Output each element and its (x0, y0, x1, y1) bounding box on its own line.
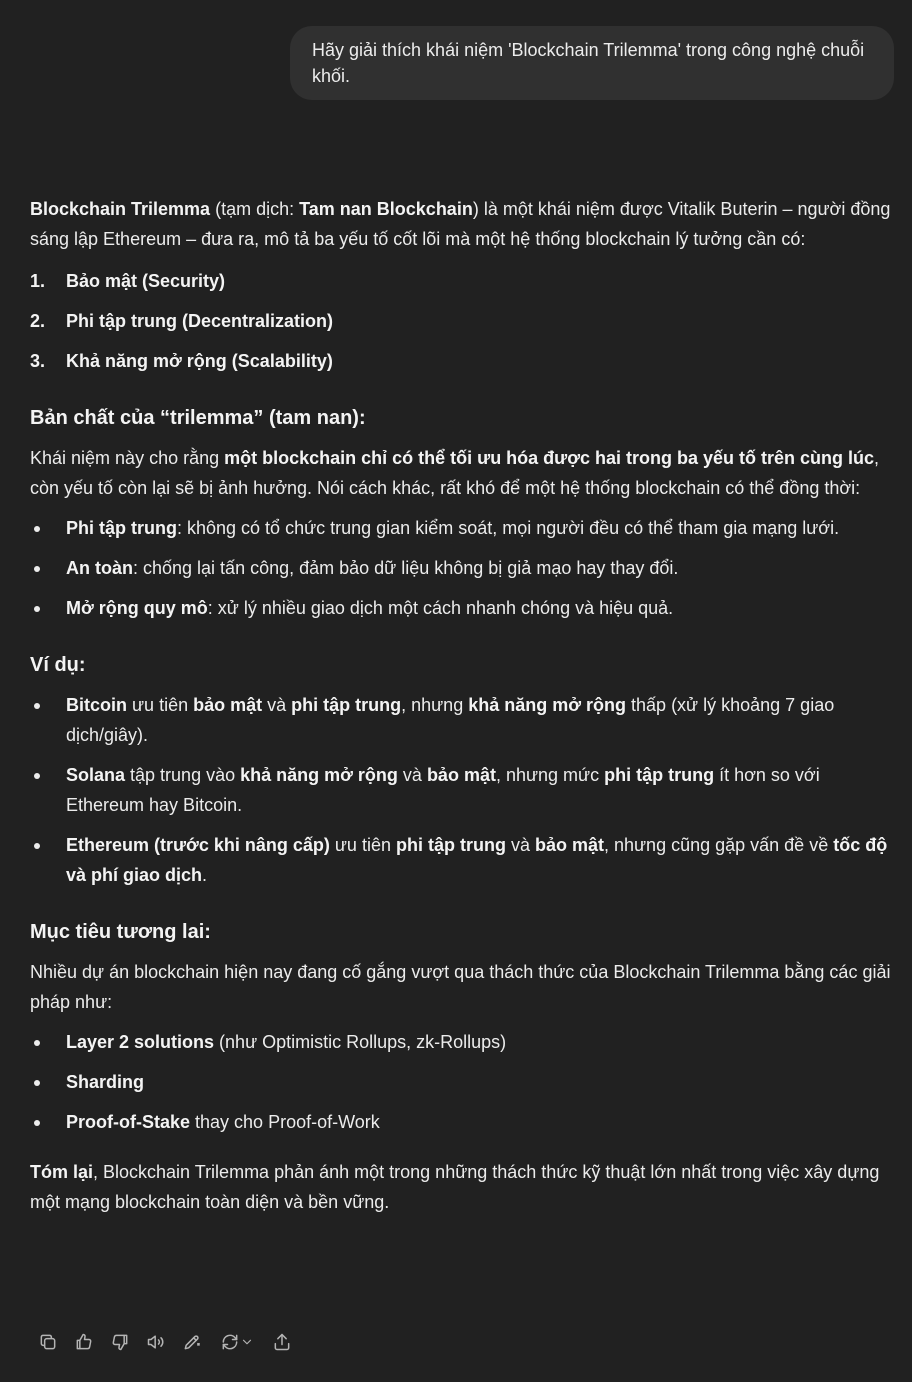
share-button[interactable] (264, 1328, 300, 1356)
list-item (30, 1027, 896, 1057)
list-bold: bảo mật (193, 695, 263, 715)
list-item (30, 760, 896, 820)
share-icon (272, 1332, 292, 1352)
bad-response-button[interactable] (102, 1328, 138, 1356)
read-aloud-icon (146, 1332, 166, 1352)
list-number: 2. (30, 311, 46, 331)
list-bold: phi tập trung (291, 695, 402, 715)
user-message-bubble (290, 26, 894, 100)
chevron-down-icon (240, 1335, 254, 1349)
list-number: 1. (30, 271, 46, 291)
list-item (30, 306, 896, 336)
factor-list (30, 266, 896, 376)
list-text: và (397, 765, 427, 785)
section-heading-examples: Ví dụ: (30, 654, 86, 676)
edit-canvas-button[interactable] (174, 1328, 210, 1356)
regenerate-button[interactable] (210, 1328, 264, 1356)
list-item (30, 1067, 896, 1097)
list-text: , nhưng cũng gặp vấn đề về (603, 835, 834, 855)
list-bold: Sharding (66, 1072, 145, 1092)
thumbs-down-icon (110, 1332, 130, 1352)
nature-bold: một blockchain chỉ có thể tối ưu hóa được hai trong ba yếu tố trên cùng lúc (224, 448, 875, 468)
intro-term: Blockchain Trilemma (30, 199, 211, 219)
list-bold: Bitcoin (66, 695, 127, 715)
list-bold: phi tập trung (395, 835, 506, 855)
list-text: ưu tiên (329, 835, 396, 855)
copy-icon (38, 1332, 58, 1352)
list-bold: phi tập trung (604, 765, 715, 785)
intro-translation: Tam nan Blockchain (299, 199, 473, 219)
list-bold: Solana (66, 765, 126, 785)
list-item (30, 593, 896, 623)
section-heading-nature: Bản chất của “trilemma” (tam nan): (30, 407, 366, 429)
list-text: tập trung vào (125, 765, 241, 785)
list-bold: bảo mật (534, 835, 604, 855)
list-text: . (202, 865, 208, 885)
intro-paragraph (30, 194, 896, 254)
future-paragraph: Nhiều dự án blockchain hiện nay đang cố gắng vượt qua thách thức của Blockchain Trilemma bằng các giải pháp như: (30, 962, 891, 1012)
list-bold: tốc độ và phí giao dịch (66, 835, 888, 885)
conclusion-text: , Blockchain Trilemma phản ánh một trong những thách thức kỹ thuật lớn nhất trong việc xây dựng một mạng blockchain toàn diện và bền vững. (30, 1162, 880, 1212)
examples-list (30, 690, 896, 890)
list-item (30, 346, 896, 376)
thumbs-up-icon (74, 1332, 94, 1352)
list-text: Bảo mật (Security) (66, 271, 226, 291)
list-text: , nhưng mức (495, 765, 605, 785)
user-message-text: Hãy giải thích khái niệm 'Blockchain Trilemma' trong công nghệ chuỗi khối. (312, 40, 865, 86)
good-response-button[interactable] (66, 1328, 102, 1356)
list-text: : không có tổ chức trung gian kiểm soát, mọi người đều có thể tham gia mạng lưới. (177, 518, 840, 538)
list-text: : xử lý nhiều giao dịch một cách nhanh chóng và hiệu quả. (207, 598, 674, 618)
nature-paragraph (30, 443, 896, 503)
response-actions-toolbar (30, 1328, 300, 1356)
list-item (30, 690, 896, 750)
read-aloud-button[interactable] (138, 1328, 174, 1356)
list-text: và (262, 695, 292, 715)
list-bold: Layer 2 solutions (66, 1032, 215, 1052)
list-text: thay cho Proof-of-Work (190, 1112, 380, 1132)
list-text: Phi tập trung (Decentralization) (66, 311, 334, 331)
list-bold: Mở rộng quy mô (66, 598, 208, 618)
list-text: ưu tiên (127, 695, 194, 715)
solutions-list (30, 1027, 896, 1137)
list-bold: khả năng mở rộng (240, 765, 398, 785)
list-item (30, 1107, 896, 1137)
list-text: : chống lại tấn công, đảm bảo dữ liệu không bị giả mạo hay thay đổi. (133, 558, 679, 578)
list-item (30, 266, 896, 296)
nature-text-2: , còn yếu tố còn lại sẽ bị ảnh hưởng. Nói cách khác, rất khó để một hệ thống blockchain có thể đồng thời: (30, 448, 880, 498)
list-text: (như Optimistic Rollups, zk-Rollups) (214, 1032, 507, 1052)
list-text: , nhưng (401, 695, 469, 715)
section-heading-future: Mục tiêu tương lai: (30, 921, 211, 943)
list-text: và (505, 835, 535, 855)
intro-text-2: ) là một khái niệm được Vitalik Buterin – người đồng sáng lập Ethereum – đưa ra, mô tả ba yếu tố cốt lõi mà một hệ thống blockchain lý tưởng cần có: (30, 199, 891, 249)
list-bold: Proof-of-Stake (66, 1112, 191, 1132)
edit-icon (182, 1332, 202, 1352)
regenerate-icon (220, 1332, 240, 1352)
copy-button[interactable] (30, 1328, 66, 1356)
list-bold: Phi tập trung (66, 518, 177, 538)
list-bold: khả năng mở rộng (468, 695, 627, 715)
nature-text-1: Khái niệm này cho rằng (30, 448, 225, 468)
list-item (30, 513, 896, 543)
nature-list (30, 513, 896, 623)
list-text: Khả năng mở rộng (Scalability) (66, 351, 333, 371)
list-bold: An toàn (66, 558, 133, 578)
list-text: ít hơn so với Ethereum hay Bitcoin. (66, 765, 820, 815)
list-number: 3. (30, 351, 46, 371)
list-text: thấp (xử lý khoảng 7 giao dịch/giây). (66, 695, 835, 745)
intro-text-1: (tạm dịch: (210, 199, 300, 219)
list-bold: Ethereum (trước khi nâng cấp) (66, 835, 330, 855)
list-item (30, 553, 896, 583)
assistant-response (30, 194, 896, 1217)
conclusion-paragraph (30, 1157, 896, 1217)
list-bold: bảo mật (426, 765, 496, 785)
list-item (30, 830, 896, 890)
conclusion-bold: Tóm lại (30, 1162, 94, 1182)
